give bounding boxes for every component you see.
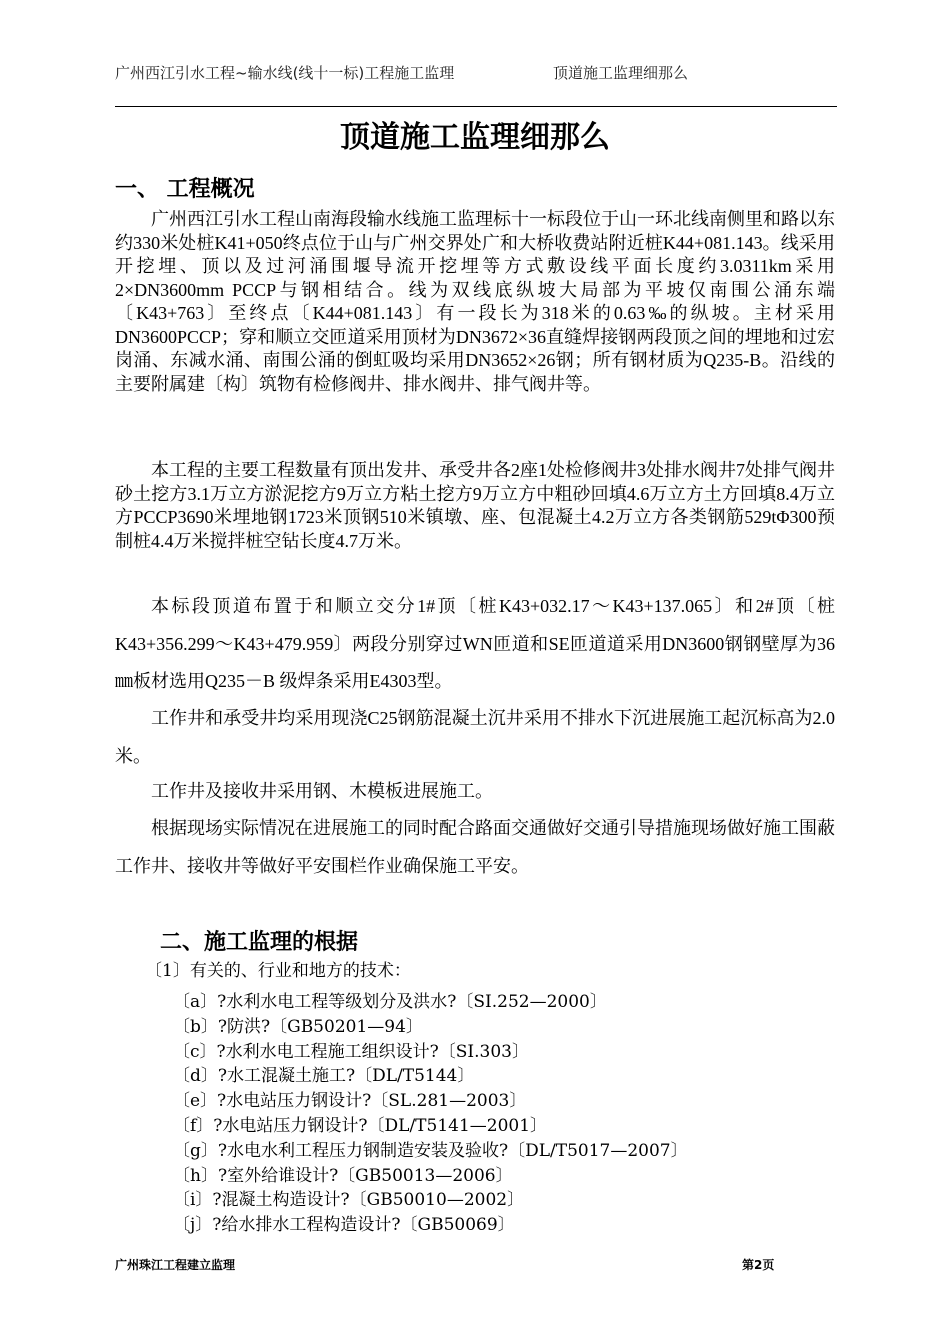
- section-2-heading: 二、施工监理的根据: [160, 930, 359, 955]
- standards-list: [173, 990, 688, 1238]
- header-document-title: 顶道施工监理细那么: [553, 64, 689, 82]
- standards-subheading: 〔1〕有关的、行业和地方的技术：: [145, 961, 411, 981]
- overview-paragraph-2: 本工程的主要工程数量有顶出发井、承受井各2座1处检修阀井3处排水阀井7处排气阀井砂土挖方3.1万立方淤泥挖方9万立方粘土挖方9万立方中粗砂回填4.6万立方土方回填8.4万立方PCCP3690米埋地钢1723米顶钢510米镇墩、座、包混凝土4.2万立方各类钢筋529tΦ300预制桩4.4万米搅拌桩空钻长度4.7万米。: [115, 460, 835, 551]
- header-divider: [115, 106, 837, 107]
- document-title: 顶道施工监理细那么: [340, 120, 610, 155]
- overview-paragraph-5: 工作井及接收井采用钢、木模板进展施工。: [151, 781, 493, 801]
- list-item: 〔b〕?防洪?〔GB50201—94〕: [173, 1016, 423, 1037]
- list-item: 〔e〕?水电站压力钢设计?〔SL.281—2003〕: [173, 1091, 527, 1112]
- header-project-title: 广州西江引水工程~输水线(线十一标)工程施工监理: [115, 64, 455, 82]
- list-item: 〔f〕?水电站压力钢设计?〔DL/T5141—2001〕: [173, 1115, 548, 1136]
- list-item: 〔d〕?水工混凝土施工?〔DL/T5144〕: [173, 1066, 475, 1087]
- list-item: 〔i〕?混凝土构造设计?〔GB50010—2002〕: [173, 1190, 525, 1211]
- list-item: 〔j〕?给水排水工程构造设计?〔GB50069〕: [173, 1215, 515, 1236]
- list-item: 〔c〕?水利水电工程施工组织设计?〔SI.303〕: [173, 1041, 529, 1062]
- overview-paragraph-4: 工作井和承受井均采用现浇C25钢筋混凝土沉井采用不排水下沉进展施工起沉标高为2.0米。: [115, 708, 835, 766]
- list-item: 〔a〕?水利水电工程等级划分及洪水?〔SI.252—2000〕: [173, 992, 607, 1012]
- list-item: 〔g〕?水电水利工程压力钢制造安装及验收?〔DL/T5017—2007〕: [173, 1140, 688, 1161]
- section-1-heading: 一、 工程概况: [115, 177, 255, 202]
- overview-paragraph-3: 本标段顶道布置于和顺立交分1#顶〔桩K43+032.17～K43+137.065〕和2#顶〔桩K43+356.299～K43+479.959〕两段分别穿过WN匝道和SE匝道道采用DN3600钢钢壁厚为36㎜板材选用Q235－B 级焊条采用E4303型。: [115, 596, 835, 691]
- list-item: 〔h〕?室外给谁设计?〔GB50013—2006〕: [173, 1165, 513, 1186]
- page-number: 第2页: [742, 1258, 775, 1272]
- overview-paragraph-1: 广州西江引水工程山南海段输水线施工监理标十一标段位于山一环北线南侧里和路以东约330米处桩K41+050终点位于山与广州交界处广和大桥收费站附近桩K44+081.143。线采用开挖埋、顶以及过河涌围堰导流开挖埋等方式敷设线平面长度约3.0311km采用2×DN3600mm PCCP与钢相结合。线为双线底纵坡大局部为平坡仅南围公涌东端〔K43+763〕至终点〔K44+081.143〕有一段长为318米的0.63‰的纵坡。主材采用DN3600PCCP；穿和顺立交匝道采用顶材为DN3672×36直缝焊接钢两段顶之间的埋地和过宏岗涌、东减水涌、南围公涌的倒虹吸均采用DN3652×26钢；所有钢材质为Q235-B。沿线的主要附属建〔构〕筑物有检修阀井、排水阀井、排气阀井等。: [115, 209, 835, 394]
- footer-company: 广州珠江工程建立监理: [115, 1258, 236, 1272]
- overview-paragraph-6: 根据现场实际情况在进展施工的同时配合路面交通做好交通引导措施现场做好施工围蔽工作井、接收井等做好平安围栏作业确保施工平安。: [115, 818, 835, 876]
